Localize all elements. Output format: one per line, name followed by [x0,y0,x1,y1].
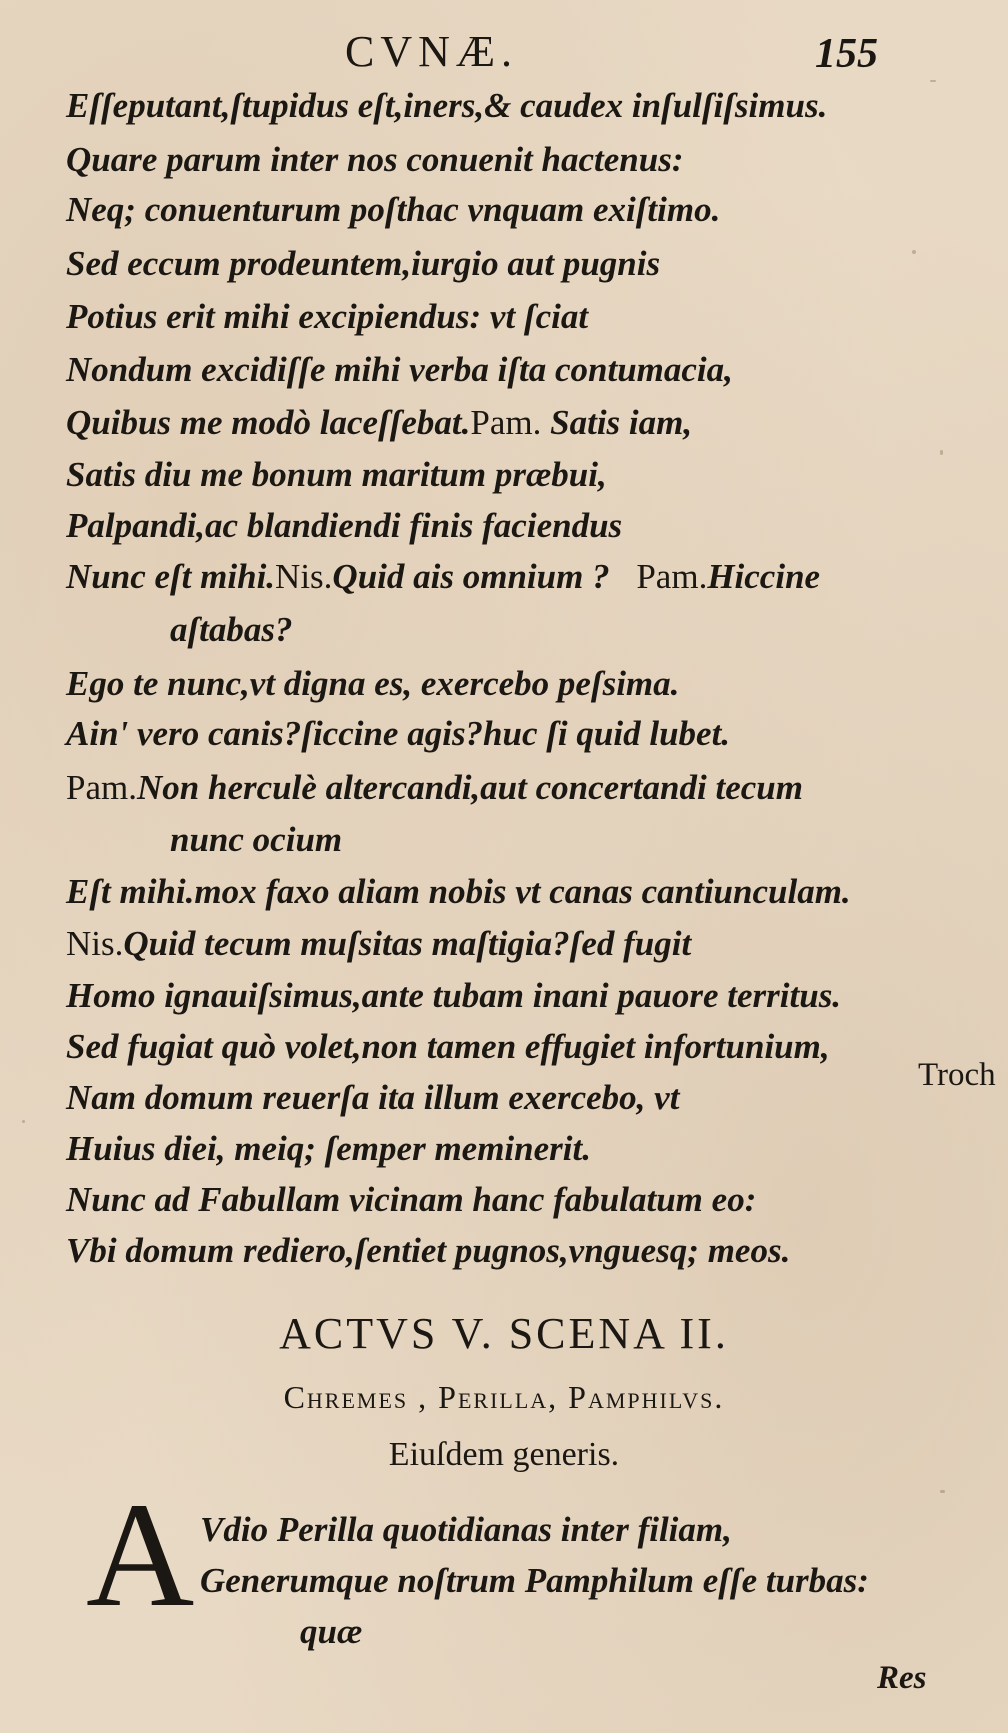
paper-blemish [912,250,916,254]
verse-line: Sed eccum prodeuntem,iurgio aut pugnis [66,244,661,283]
verse-line: Generumque noſtrum Pamphilum eſſe turbas: [200,1561,869,1600]
paper-blemish [940,1490,945,1493]
speaker-label: Pam. [66,768,137,807]
verse-line: Ain' vero canis?ſiccine agis?huc ſi quid lubet. [66,714,731,753]
speaker-label: Nis. [66,924,124,963]
margin-note: Troch [918,1057,996,1093]
verse-line: Palpandi,ac blandiendi finis faciendus [66,506,623,545]
verse-line: Vbi domum rediero,ſentiet pugnos,vnguesq; meos. [66,1231,791,1270]
verse-line [66,557,820,597]
verse-line: Potius erit mihi excipiendus: vt ſciat [66,297,589,336]
verse-line: Vdio Perilla quotidianas inter filiam, [200,1510,732,1549]
paper-blemish [930,80,936,82]
verse-line [66,403,692,443]
speaker-label: Pam. [636,557,708,596]
verse-text: Quibus me modò laceſſebat. [66,403,471,442]
scene-title: ACTVS V. SCENA II. [279,1309,729,1358]
verse-text: Hiccine [707,557,821,596]
scene-characters: Chremes , Perilla, Pamphilvs. [283,1379,725,1415]
verse-line [66,924,691,964]
catchword: Res [877,1660,927,1696]
scene-genre: Eiuſdem generis. [388,1436,620,1473]
verse-text: Quid ais omnium ? [332,557,610,596]
verse-line: Homo ignauiſsimus,ante tubam inani pauore territus. [66,976,842,1015]
running-head: CVNÆ. [345,27,519,76]
page-number: 155 [815,31,878,77]
verse-line: quæ [300,1612,363,1651]
verse-text: Satis iam, [550,403,693,442]
verse-line: Neq; conuenturum poſthac vnquam exiſtimo. [66,190,721,229]
verse-line: Ego te nunc,vt digna es, exercebo peſsima. [66,664,680,703]
verse-line: Huius diei, meiq; ſemper meminerit. [66,1129,591,1168]
verse-line: Nondum excidiſſe mihi verba iſta contumacia, [66,350,733,389]
verse-text: Quid tecum muſsitas maſtigia?ſed fugit [123,924,692,963]
verse-line: Sed fugiat quò volet,non tamen effugiet infortunium, [66,1027,830,1066]
verse-line: Eſſeputant,ſtupidus eſt,iners,& caudex inſulſiſsimus. [66,86,828,125]
verse-line: nunc ocium [170,820,343,859]
speaker-label: Nis. [275,557,333,596]
speaker-label: Pam. [470,403,542,442]
verse-line: aſtabas? [170,610,293,649]
paper-blemish [940,450,943,455]
paper-blemish [22,1120,25,1123]
drop-cap: A [86,1472,195,1638]
verse-line: Nunc ad Fabullam vicinam hanc fabulatum eo: [66,1180,757,1219]
verse-line: Nam domum reuerſa ita illum exercebo, vt [66,1078,680,1117]
verse-line: Satis diu me bonum maritum præbui, [66,455,607,494]
verse-line: Quare parum inter nos conuenit hactenus: [66,140,684,179]
verse-line: Eſt mihi.mox faxo aliam nobis vt canas cantiunculam. [66,872,851,911]
verse-text: Nunc eſt mihi. [66,557,276,596]
verse-line [66,768,803,808]
verse-text: Non herculè altercandi,aut concertandi tecum [136,768,803,807]
